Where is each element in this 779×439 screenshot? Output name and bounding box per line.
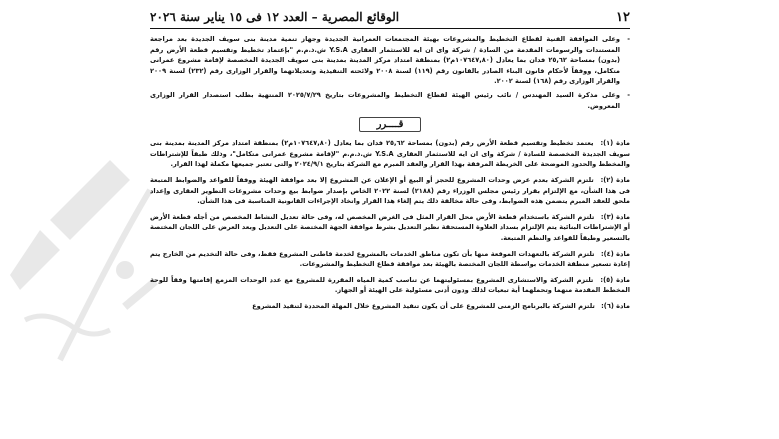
article-label: مادة (٦) : — [601, 302, 630, 310]
article-text: يعتمد تخطيط وتقسيم قطعة الأرض رقم (بدون) بمساحة ٢٥,٦٢ فدان بما يعادل (١٠٧٦٤٧,٨٠م٢) بمنطقة امتداد مركز المدينة بمدينة بنى سويف الجديدة المخصصة للسادة / شركة واى ان ايه للاستثمار العقارى Y.S.A ش.ذ.م.م "لإقامة مشروع عمرانى متكامل"، وذلك طبقاً للإشتراطات والمخطط والحدود الموضحة على الخريطة المرفقة بهذا القرار والعقد المبرم مع الشركة بتاريخ ٢٠٢٤/٩/١ والتى تعتبر جميعها مكملة لهذا القرار. — [150, 139, 630, 169]
article-label: مادة (٣) : — [601, 213, 630, 221]
article-text: تلتزم الشركة بالبرنامج الزمنى للمشروع على أن يكون تنفيذ المشروع خلال المهلة المحددة لتنفيذ المشروع — [252, 301, 595, 310]
article-label: مادة (٥) : — [600, 276, 630, 284]
preamble-paragraph — [150, 90, 630, 111]
preamble-text: وعلى الموافقة الفنية لقطاع التخطيط والمشروعات بهيئة المجتمعات العمرانية الجديدة وجهاز تنمية مدينة بنى سويف الجديدة بعد مراجعة المستندات والرسومات المقدمة من السادة / شركة واى ان ايه للاستثمار العقارى Y.S.A ش.ذ.م.م "بإعتماد تخطيط وتقسيم قطعة الأرض رقم (بدون) بمساحة ٢٥,٦٢ فدان بما يعادل (١٠٧٦٤٧,٨٠م٢) بمنطقة امتداد مركز المدينة بمدينة بنى سويف الجديدة المخصصة لإقامة مشروع عمرانى متكامل، ووفقاً لأحكام قانون البناء الصادر بالقانون رقم (١١٩) لسنة ٢٠٠٨ ولائحته التنفيذية وتعديلاتهما والقرار الوزارى رقم (٢٣٢) لسنة ٢٠٠٩ والقرار الوزارى رقم (١٦٨) لسنة ٢٠٠٢. — [150, 35, 620, 86]
header-title: الوقائع المصرية – العدد ١٢ فى ١٥ يناير سنة ٢٠٢٦ — [150, 10, 400, 24]
article-6 — [150, 301, 630, 312]
page-number: ١٢ — [616, 9, 630, 25]
article-label: مادة (٤) : — [601, 250, 630, 258]
article-1 — [150, 138, 630, 170]
article-4 — [150, 249, 630, 270]
article-text: تلتزم الشركة بعدم عرض وحدات المشروع للحجز أو البيع أو الإعلان عن المشروع إلا بعد موافقة الهيئة ووفقاً للقواعد والضوابط المتبعة فى هذا الشأن، مع الإلتزام بقرار رئيس مجلس الوزراء رقم (٢١٨٨) لسنة ٢٠٢٢ الخاص بإصدار ضوابط بيع وحدات مشروعات التطوير العقارى وإعداد ملحق للعقد المبرم يتضمن هذه الضوابط، وفى حالة مخالفة ذلك يتم إلغاء هذا القرار واتخاذ الإجراءات القانونية المناسبة فى هذا الشأن. — [150, 175, 630, 206]
article-text: تلتزم الشركة بالتعهدات الموقعة منها بأن تكون مناطق الخدمات بالمشروع لخدمة قاطنى المشروع فقط، وفى حالة التخديم من الخارج يتم إعادة تسعير منطقة الخدمات بواسطة اللجان المختصة بالهيئة بعد موافقة قطاع التخطيط والمشروعات. — [150, 249, 630, 269]
article-2 — [150, 175, 630, 207]
bullet-dash-icon: - — [627, 90, 630, 99]
page-header — [150, 6, 630, 29]
article-label: مادة (٢) : — [601, 176, 630, 184]
article-text: تلتزم الشركة باستخدام قطعة الأرض محل القرار المثل فى الغرض المخصص له، وفى حالة تعديل النشاط المخصص من أجله قطعة الأرض أو الإشتراطات البنائية يتم الإلتزام بسداد العلاوة المستحقة نظير التعديل بشرط موافقة الجهة المختصة على التعديل وبعد العرض على اللجان المختصة بالتسعير وطبقاً للقواعد والنظم المتبعة. — [150, 212, 630, 242]
preamble-paragraph — [150, 34, 630, 87]
article-label: مادة (١) : — [600, 139, 630, 147]
article-text: تلتزم الشركة والاستشارى المشروع بمسئوليتهما عن تناسب كمية المياه المقررة للمشروع مع عدد الوحدات المزمع إقامتها وفقاً للوحة المخطط المقدمة منهما وتحملهما أية تبعيات لذلك ودون أدنى مسئولية على الهيئة أو الجهاز. — [150, 275, 630, 295]
document-body — [150, 34, 630, 316]
bullet-dash-icon: - — [627, 35, 630, 43]
article-3 — [150, 212, 630, 244]
preamble-text: وعلى مذكرة السيد المهندس / نائب رئيس الهيئة لقطاع التخطيط والمشروعات بتاريخ ٢٠٢٥/٧/٢٩ المنتهية بطلب استصدار القرار الوزارى المعروض. — [150, 90, 621, 110]
decree-heading: قــــرر — [359, 117, 421, 132]
article-5 — [150, 275, 630, 296]
